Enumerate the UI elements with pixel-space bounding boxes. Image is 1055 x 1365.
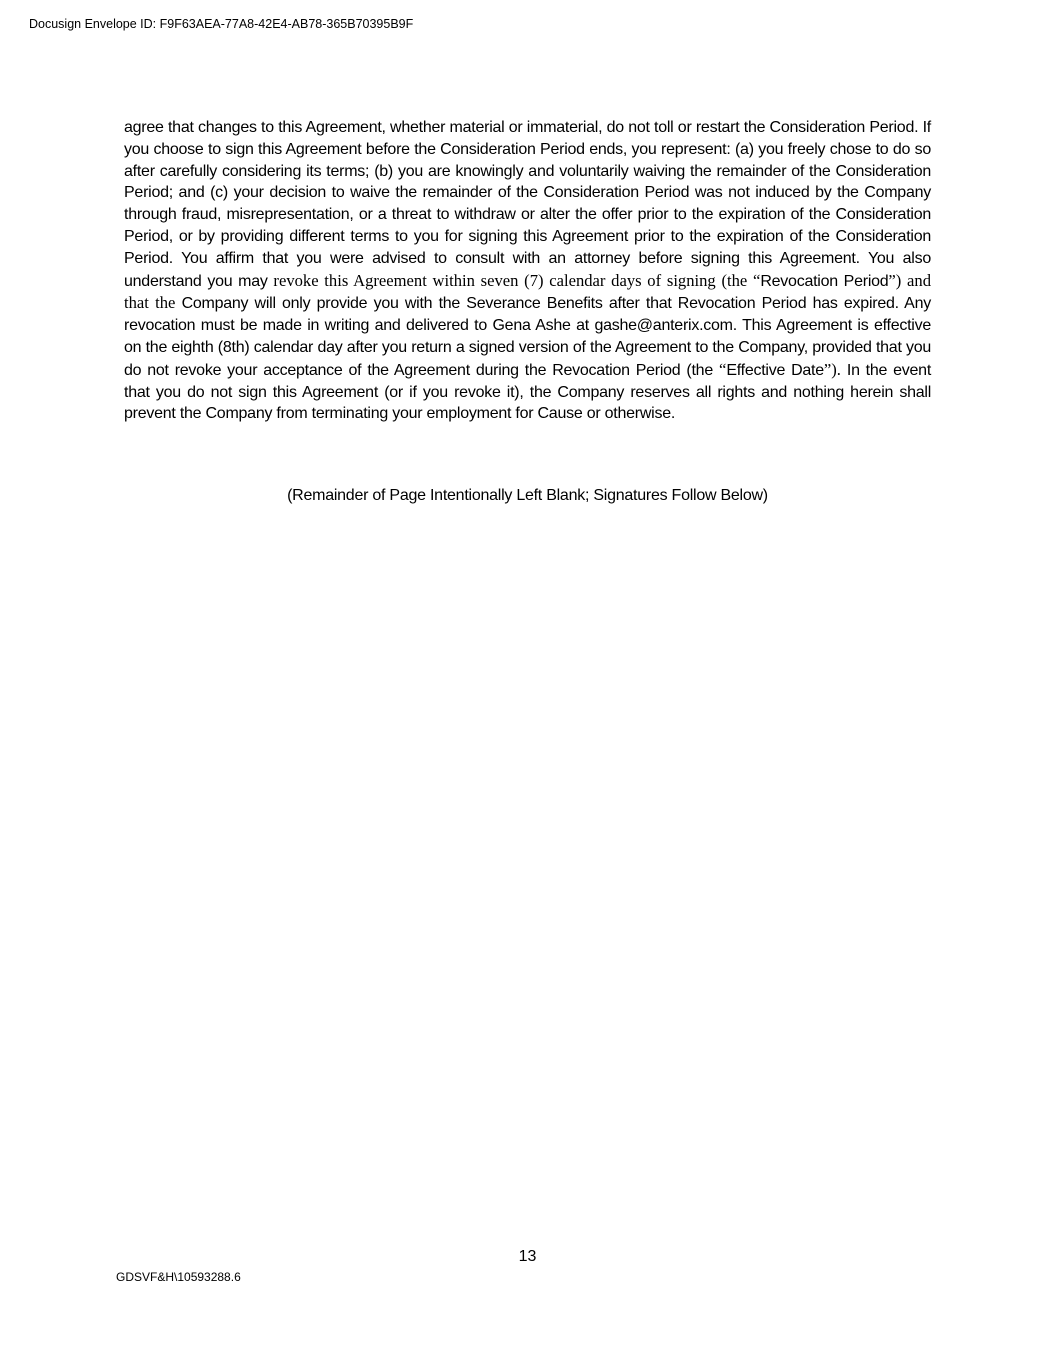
- paragraph-text-5: Company will only provide you with the Severance Benefits after that Revocation Period has expired. Any revocation must be made in writing and delivered to Gena Ashe at gashe@anterix.com. This Agreement is effective on the eighth (8th) calendar day after you return a signed version of the Agreement to the Company, provided that you do not revoke your acceptance of the Agreement during the Revocation Period (the: [124, 295, 932, 379]
- agreement-paragraph: [124, 117, 931, 425]
- effective-date-term: Effective Date: [726, 361, 824, 379]
- paragraph-text-4: ”) and that the: [124, 270, 931, 313]
- paragraph-text-1: agree that changes to this Agreement, whether material or immaterial, do not toll or restart the Consideration Period. If you choose to sign this Agreement before the Consideration Period ends, you represent: (a) you freely chose to do so after carefully considering its terms; (b) you are knowingly and voluntarily waiving the remainder of the Consideration Period; and (c) your decision to waive the remainder of the Consideration Period was not induced by the Company through fraud, misrepresentation, or a threat to withdraw or alter the offer prior to the expiration of the Consideration Period, or by providing different terms to you for signing this Agreement prior to the expiration of the Consideration Period. You affirm that you were advised to consult with an attorney before signing this Agreement. You also understand you may: [124, 119, 931, 290]
- page-number: 13: [518, 1248, 537, 1265]
- document-id: GDSVF&H\10593288.6: [116, 1270, 241, 1284]
- paragraph-text-6: “: [718, 359, 727, 379]
- docusign-envelope-id: Docusign Envelope ID: F9F63AEA-77A8-42E4-AB78-365B70395B9F: [29, 17, 414, 31]
- paragraph-text-9: In the event that you do not sign this Agreement (or if you revoke it), the Company reserves all rights and nothing herein shall prevent the Company from terminating your employment for Cause or otherwise.: [124, 361, 932, 423]
- remainder-note: (Remainder of Page Intentionally Left Blank; Signatures Follow Below): [287, 487, 768, 504]
- paragraph-text-8: ”).: [823, 359, 841, 379]
- paragraph-text-2: revoke this Agreement within seven (7) calendar days of signing (the “: [273, 270, 761, 290]
- revocation-period-term: Revocation Period: [760, 272, 889, 290]
